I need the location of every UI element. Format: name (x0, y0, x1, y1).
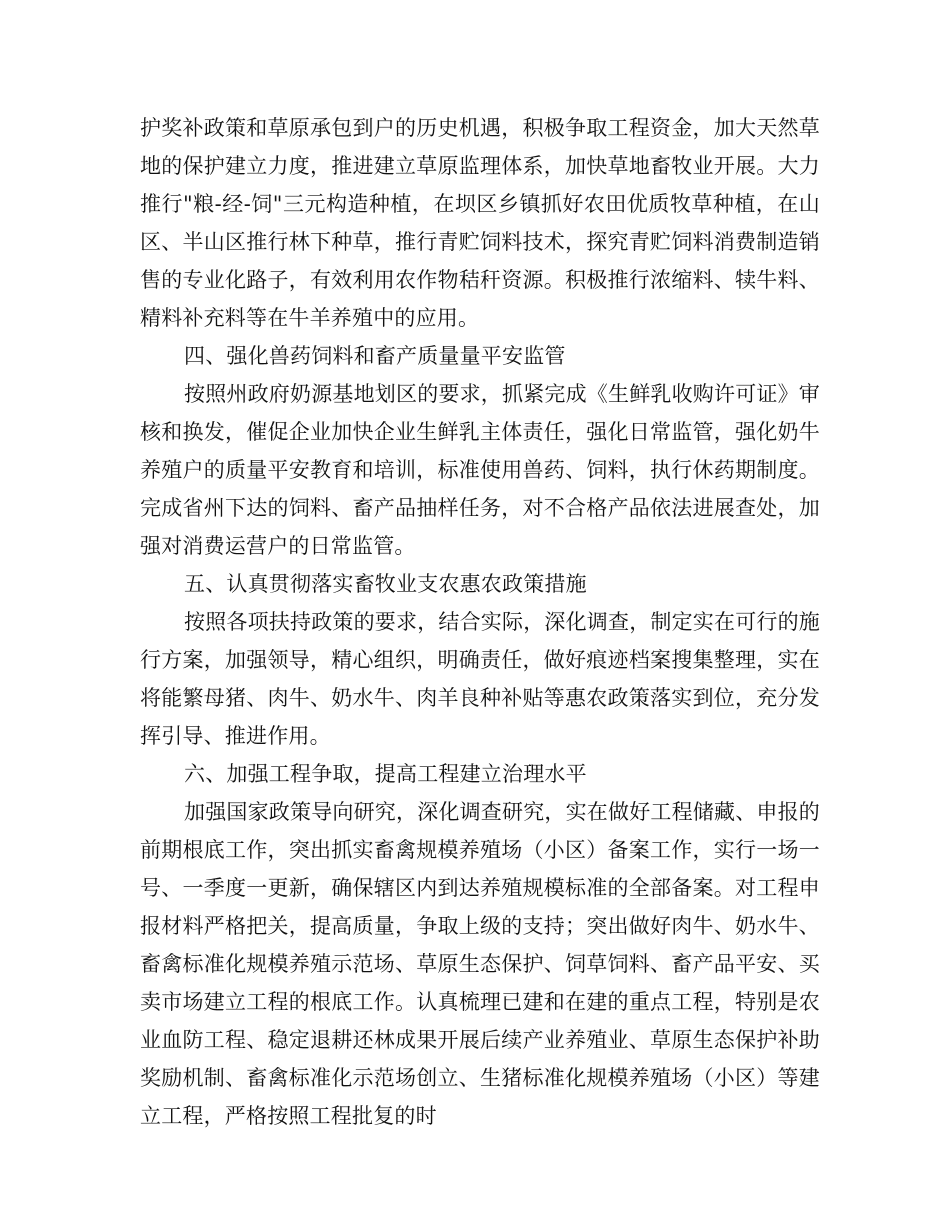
paragraph-4: 加强国家政策导向研究，深化调查研究，实在做好工程储藏、申报的前期根底工作，突出抓实畜禽规模养殖场（小区）备案工作，实行一场一号、一季度一更新，确保辖区内到达养殖规模标准的全部备案。对工程申报材料严格把关，提高质量，争取上级的支持；突出做好肉牛、奶水牛、畜禽标准化规模养殖示范场、草原生态保护、饲草饲料、畜产品平安、买卖市场建立工程的根底工作。认真梳理已建和在建的重点工程，特别是农业血防工程、稳定退耕还林成果开展后续产业养殖业、草原生态保护补助奖励机制、畜禽标准化示范场创立、生猪标准化规模养殖场（小区）等建立工程，严格按照工程批复的时 (140, 800, 820, 1128)
paragraph-1: 护奖补政策和草原承包到户的历史机遇，积极争取工程资金，加大天然草地的保护建立力度，推进建立草原监理体系，加快草地畜牧业开展。大力推行"粮-经-饲"三元构造种植，在坝区乡镇抓好农田优质牧草种植，在山区、半山区推行林下种草，推行青贮饲料技术，探究青贮饲料消费制造销售的专业化路子，有效利用农作物秸秆资源。积极推行浓缩料、犊牛料、精料补充料等在牛羊养殖中的应用。 (140, 116, 820, 330)
section-heading-5: 五、认真贯彻落实畜牧业支农惠农政策措施 (184, 572, 587, 596)
paragraph-3: 按照各项扶持政策的要求，结合实际，深化调查，制定实在可行的施行方案，加强领导，精心组织，明确责任，做好痕迹档案搜集整理，实在将能繁母猪、肉牛、奶水牛、肉羊良种补贴等惠农政策落实到位，充分发挥引导、推进作用。 (140, 610, 820, 748)
section-heading-4: 四、强化兽药饲料和畜产质量量平安监管 (184, 344, 566, 368)
section-heading-6: 六、加强工程争取，提高工程建立治理水平 (184, 762, 587, 786)
document-body (140, 109, 820, 1135)
paragraph-2: 按照州政府奶源基地划区的要求，抓紧完成《生鲜乳收购许可证》审核和换发，催促企业加快企业生鲜乳主体责任，强化日常监管，强化奶牛养殖户的质量平安教育和培训，标准使用兽药、饲料，执行休药期制度。完成省州下达的饲料、畜产品抽样任务，对不合格产品依法进展查处，加强对消费运营户的日常监管。 (140, 382, 820, 558)
